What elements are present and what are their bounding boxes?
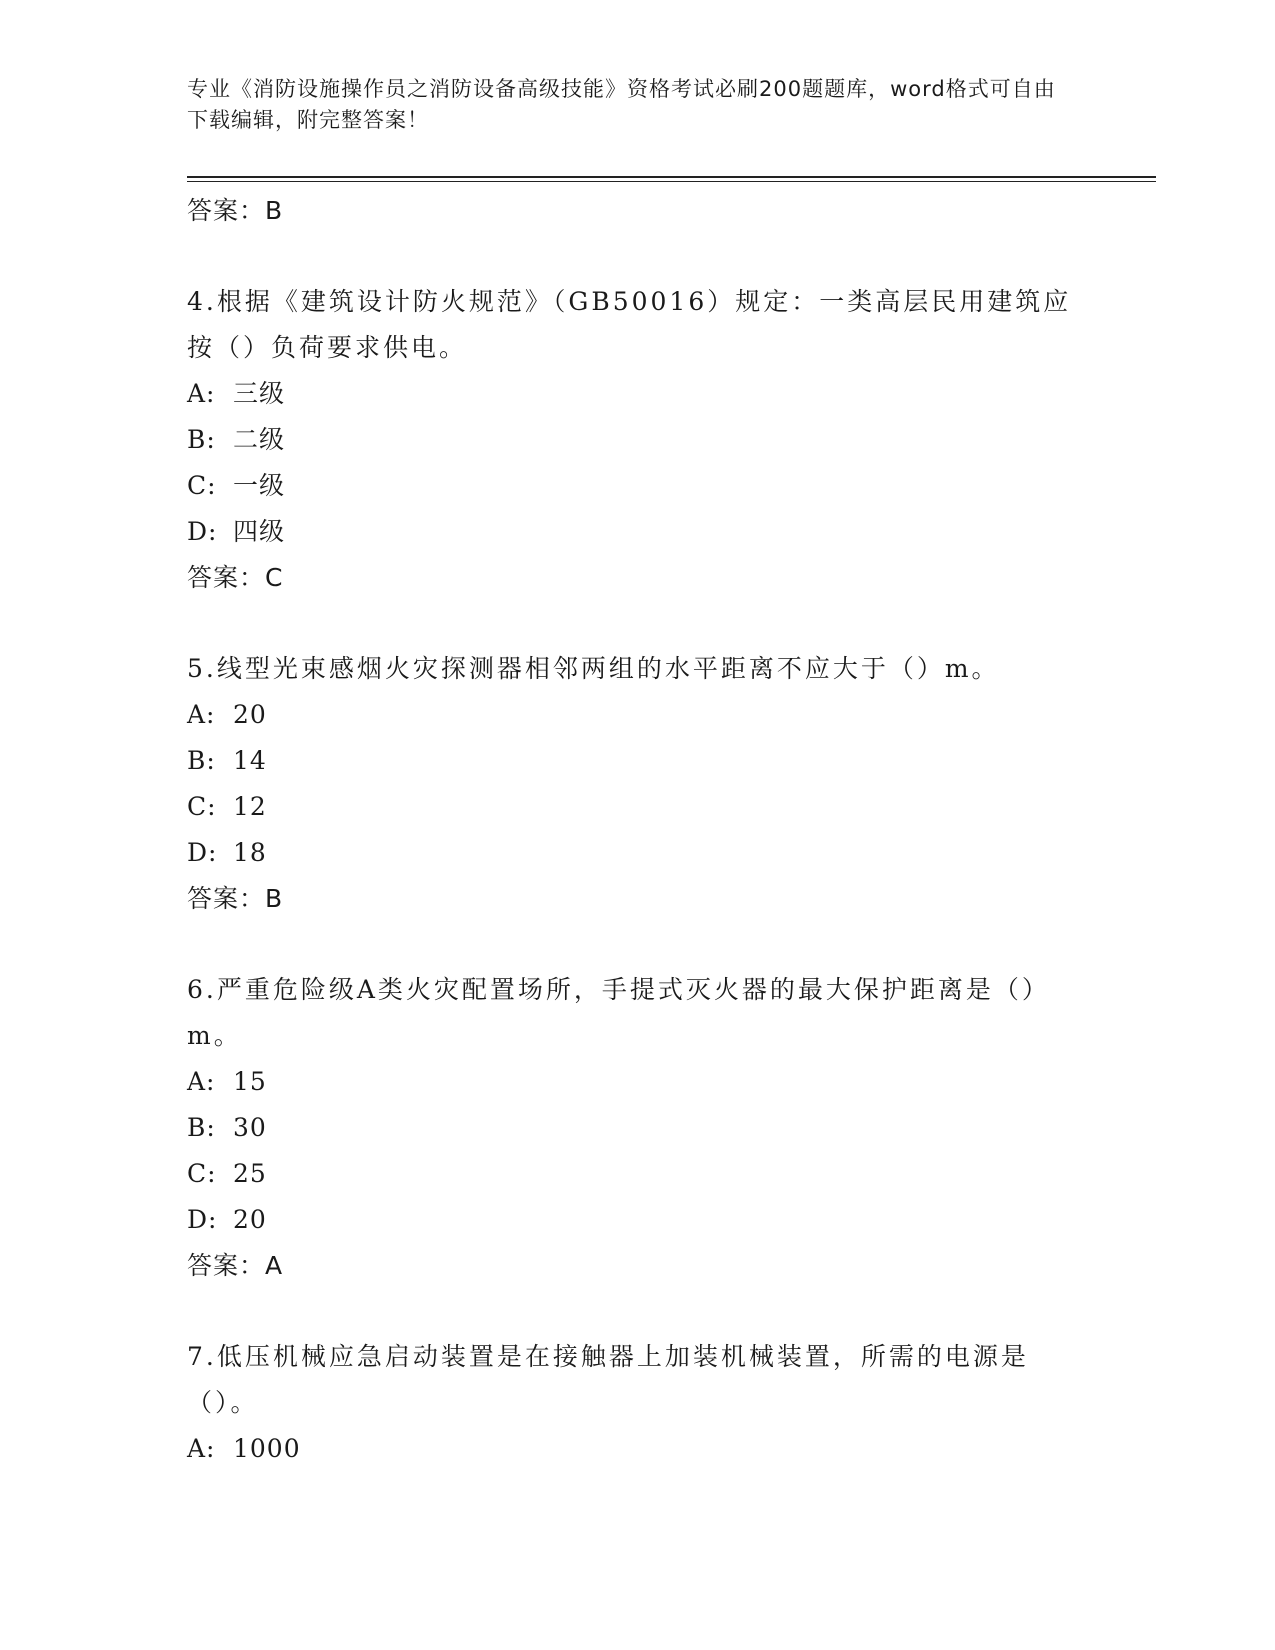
option-a [187, 1426, 1087, 1472]
option-text: 18 [233, 838, 267, 867]
option-letter: A: [187, 700, 216, 729]
option-text: 一级 [233, 471, 286, 500]
question-list [187, 188, 1087, 1472]
option-text: 14 [233, 746, 267, 775]
option-c [187, 784, 1087, 830]
option-b [187, 738, 1087, 784]
question-stem: 6.严重危险级A类火灾配置场所，手提式灭火器的最大保护距离是（）m。 [187, 975, 1050, 1050]
option-d [187, 1197, 1087, 1243]
option-letter: B: [187, 425, 216, 454]
option-letter: B: [187, 1113, 216, 1142]
option-letter: D: [187, 1205, 218, 1234]
option-letter: A: [187, 1434, 216, 1463]
option-text: 12 [233, 792, 267, 821]
document-header [187, 74, 1067, 136]
option-a [187, 371, 1087, 417]
header-rule-thin [187, 181, 1156, 182]
option-letter: D: [187, 517, 218, 546]
option-text: 30 [233, 1113, 267, 1142]
option-letter: A: [187, 379, 216, 408]
option-letter: B: [187, 746, 216, 775]
option-c [187, 1151, 1087, 1197]
answer-line: 答案：A [187, 1251, 284, 1280]
question-stem: 5.线型光束感烟火灾探测器相邻两组的水平距离不应大于（）m。 [187, 654, 1000, 683]
option-letter: D: [187, 838, 218, 867]
header-rule-thick [187, 176, 1156, 178]
option-letter: C: [187, 1159, 217, 1188]
question-block [187, 646, 1087, 922]
option-text: 1000 [233, 1434, 301, 1463]
header-text: 专业《消防设施操作员之消防设备高级技能》资格考试必刷200题题库，word格式可自由下载编辑，附完整答案！ [187, 77, 1056, 132]
option-a [187, 1059, 1087, 1105]
question-block [187, 967, 1087, 1289]
question-stem: 7.低压机械应急启动装置是在接触器上加装机械装置，所需的电源是（）。 [187, 1342, 1029, 1417]
answer-line: 答案：B [187, 884, 284, 913]
option-letter: A: [187, 1067, 216, 1096]
option-letter: C: [187, 471, 217, 500]
answer-line: 答案：B [187, 196, 284, 225]
answer-line: 答案：C [187, 563, 284, 592]
option-text: 三级 [233, 379, 286, 408]
option-d [187, 830, 1087, 876]
option-text: 20 [233, 700, 267, 729]
option-text: 20 [233, 1205, 267, 1234]
option-d [187, 509, 1087, 555]
question-block [187, 279, 1087, 601]
option-text: 15 [233, 1067, 267, 1096]
option-b [187, 1105, 1087, 1151]
option-text: 四级 [233, 517, 286, 546]
option-a [187, 692, 1087, 738]
option-text: 二级 [233, 425, 286, 454]
question-stem: 4.根据《建筑设计防火规范》（GB50016）规定：一类高层民用建筑应按（）负荷要求供电。 [187, 287, 1072, 362]
option-c [187, 463, 1087, 509]
question-block [187, 1334, 1087, 1472]
option-b [187, 417, 1087, 463]
option-text: 25 [233, 1159, 267, 1188]
option-letter: C: [187, 792, 217, 821]
